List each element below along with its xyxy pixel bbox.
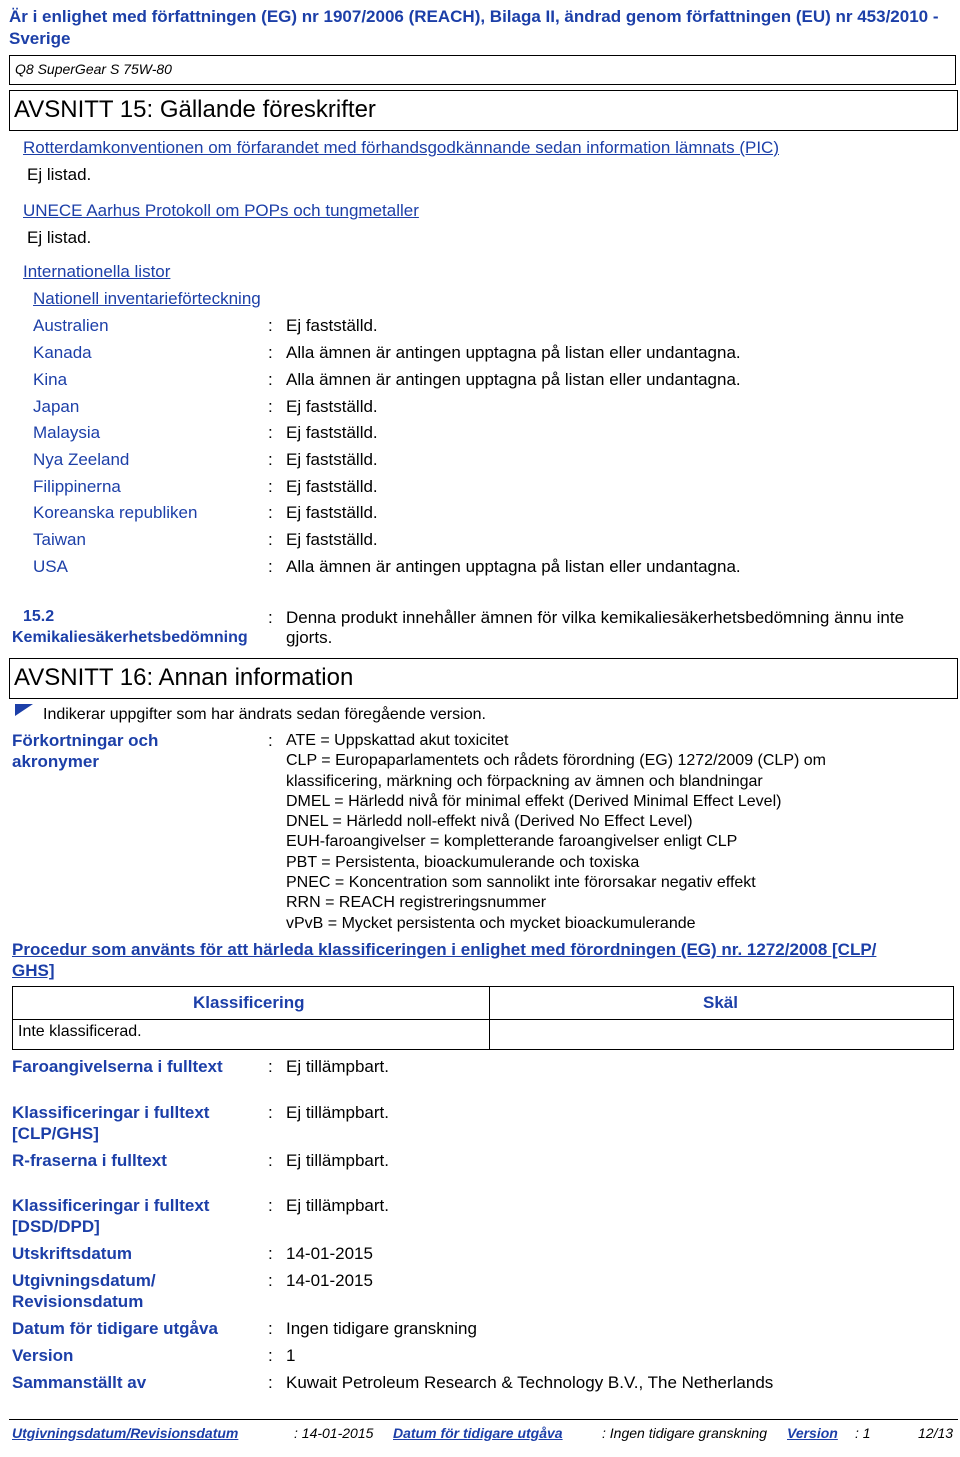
section-16-title: AVSNITT 16: Annan information bbox=[14, 664, 354, 691]
fulltext-label: R-fraserna i fulltext bbox=[12, 1151, 167, 1170]
inventory-country: Koreanska republiken bbox=[33, 503, 198, 522]
inventory-value: Ej fastställd. bbox=[286, 397, 378, 416]
compiled-by-label: Sammanställt av bbox=[12, 1373, 147, 1392]
abbreviation-item: DNEL = Härledd noll-effekt nivå (Derived No Effect Level) bbox=[286, 813, 693, 831]
separator-colon: : bbox=[268, 1346, 273, 1365]
fulltext-value: Ej tillämpbart. bbox=[286, 1103, 389, 1122]
fulltext-label: Klassificeringar i fulltext bbox=[12, 1196, 210, 1215]
abbreviation-item: CLP = Europaparlamentets och rådets förordning (EG) 1272/2009 (CLP) om bbox=[286, 752, 826, 770]
change-marker-icon bbox=[15, 704, 33, 716]
inventory-value: Ej fastställd. bbox=[286, 450, 378, 469]
version-label: Version bbox=[12, 1346, 74, 1365]
separator-colon: : bbox=[268, 1244, 273, 1263]
inventory-country: Japan bbox=[33, 397, 80, 416]
footer-previous-label: Datum för tidigare utgåva bbox=[393, 1425, 563, 1441]
document-title: Är i enlighet med författningen (EG) nr 1907/2006 (REACH), Bilaga II, ändrad genom författningen (EU) nr 453/2010 - Sverige bbox=[9, 7, 939, 48]
abbreviation-item: PBT = Persistenta, bioackumulerande och toxiska bbox=[286, 853, 640, 871]
abbreviation-item: vPvB = Mycket persistenta och mycket bioackumulerande bbox=[286, 914, 696, 932]
national-inventory-label: Nationell inventarieförteckning bbox=[33, 289, 261, 308]
separator-colon: : bbox=[268, 1319, 273, 1338]
rotterdam-label: Rotterdamkonventionen om förfarandet med förhandsgodkännande sedan information lämnats (PIC) bbox=[23, 138, 779, 157]
abbr-label-line2: akronymer bbox=[12, 752, 99, 771]
inventory-country: Kanada bbox=[33, 343, 92, 362]
section-15-header bbox=[9, 90, 958, 131]
section-16-header bbox=[9, 658, 958, 699]
inventory-value: Alla ämnen är antingen upptagna på listan eller undantagna. bbox=[286, 343, 741, 362]
abbreviation-item: klassificering, märkning och förpackning av ämnen och blandningar bbox=[286, 772, 763, 790]
csa-value-line1: Denna produkt innehåller ämnen för vilka kemikaliesäkerhetsbedömning ännu inte bbox=[286, 608, 905, 627]
inventory-value: Ej fastställd. bbox=[286, 423, 378, 442]
fulltext-label: Klassificeringar i fulltext bbox=[12, 1103, 210, 1122]
inventory-country: USA bbox=[33, 557, 68, 576]
csa-number: 15.2 bbox=[23, 608, 55, 625]
rotterdam-value: Ej listad. bbox=[27, 165, 92, 184]
compiled-by-value: Kuwait Petroleum Research & Technology B.V., The Netherlands bbox=[286, 1373, 774, 1392]
abbreviation-item: DMEL = Härledd nivå för minimal effekt (Derived Minimal Effect Level) bbox=[286, 792, 782, 810]
csa-label: Kemikaliesäkerhetsbedömning bbox=[12, 629, 248, 646]
inventory-country: Kina bbox=[33, 370, 68, 389]
footer-version-value: : 1 bbox=[855, 1425, 871, 1441]
table-column-divider bbox=[489, 987, 490, 1049]
unece-label: UNECE Aarhus Protokoll om POPs och tungmetaller bbox=[23, 201, 419, 220]
procedure-heading-line2: GHS] bbox=[12, 961, 55, 980]
inventory-country: Taiwan bbox=[33, 530, 86, 549]
separator-colon: : bbox=[268, 477, 273, 496]
separator-colon: : bbox=[268, 530, 273, 549]
change-note: Indikerar uppgifter som har ändrats sedan föregående version. bbox=[43, 706, 486, 723]
inventory-value: Ej fastställd. bbox=[286, 530, 378, 549]
footer-version-label: Version bbox=[787, 1425, 838, 1441]
inventory-country: Nya Zeeland bbox=[33, 450, 130, 469]
separator-colon: : bbox=[268, 316, 273, 335]
table-row-divider bbox=[13, 1019, 953, 1020]
abbreviation-item: PNEC = Koncentration som sannolikt inte förorsakar negativ effekt bbox=[286, 874, 756, 892]
inventory-country: Australien bbox=[33, 316, 109, 335]
footer-divider bbox=[9, 1419, 958, 1420]
fulltext-label-line2: [DSD/DPD] bbox=[12, 1217, 100, 1236]
separator-colon: : bbox=[268, 503, 273, 522]
abbreviation-item: RRN = REACH registreringsnummer bbox=[286, 894, 547, 912]
abbreviation-item: EUH-faroangivelser = kompletterande faroangivelser enligt CLP bbox=[286, 833, 738, 851]
inventory-value: Ej fastställd. bbox=[286, 477, 378, 496]
print-date-label: Utskriftsdatum bbox=[12, 1244, 132, 1263]
separator-colon: : bbox=[268, 557, 273, 576]
footer-issue-value: : 14-01-2015 bbox=[294, 1425, 374, 1441]
fulltext-value: Ej tillämpbart. bbox=[286, 1057, 389, 1076]
section-15-title: AVSNITT 15: Gällande föreskrifter bbox=[14, 96, 376, 123]
separator-colon: : bbox=[268, 450, 273, 469]
separator-colon: : bbox=[268, 1057, 273, 1076]
abbreviation-list bbox=[286, 731, 826, 934]
intl-lists-label: Internationella listor bbox=[23, 262, 171, 281]
footer-issue-label: Utgivningsdatum/Revisionsdatum bbox=[12, 1425, 239, 1441]
print-date-value: 14-01-2015 bbox=[286, 1244, 373, 1263]
separator-colon: : bbox=[268, 1103, 273, 1122]
table-header-classification: Klassificering bbox=[193, 993, 305, 1012]
inventory-country: Malaysia bbox=[33, 423, 101, 442]
separator-colon: : bbox=[268, 423, 273, 442]
version-value: 1 bbox=[286, 1346, 296, 1365]
fulltext-value: Ej tillämpbart. bbox=[286, 1196, 389, 1215]
inventory-country: Filippinerna bbox=[33, 477, 121, 496]
footer-previous-value: : Ingen tidigare granskning bbox=[602, 1425, 767, 1441]
abbreviation-item: ATE = Uppskattad akut toxicitet bbox=[286, 732, 509, 749]
classification-table bbox=[12, 986, 954, 1050]
csa-value-line2: gjorts. bbox=[286, 628, 333, 647]
issue-date-label: Utgivningsdatum/ bbox=[12, 1271, 156, 1290]
issue-date-label-line2: Revisionsdatum bbox=[12, 1292, 144, 1311]
footer-page-number: 12/13 bbox=[918, 1425, 954, 1441]
inventory-value: Ej fastställd. bbox=[286, 316, 378, 335]
separator-colon: : bbox=[268, 731, 273, 750]
issue-date-value: 14-01-2015 bbox=[286, 1271, 373, 1290]
separator-colon: : bbox=[268, 1271, 273, 1290]
table-cell-classification: Inte klassificerad. bbox=[18, 1023, 142, 1040]
procedure-heading-line1: Procedur som använts för att härleda klassificeringen i enlighet med förordningen (EG) nr. 1272/2008 [CLP/ bbox=[12, 940, 877, 959]
unece-value: Ej listad. bbox=[27, 228, 92, 247]
previous-edition-label: Datum för tidigare utgåva bbox=[12, 1319, 218, 1338]
separator-colon: : bbox=[268, 1151, 273, 1170]
table-header-reason: Skäl bbox=[703, 993, 738, 1012]
separator-colon: : bbox=[268, 1373, 273, 1392]
product-name: Q8 SuperGear S 75W-80 bbox=[15, 61, 172, 77]
separator-colon: : bbox=[268, 1196, 273, 1215]
separator-colon: : bbox=[268, 397, 273, 416]
abbr-label-line1: Förkortningar och bbox=[12, 731, 159, 750]
inventory-value: Alla ämnen är antingen upptagna på listan eller undantagna. bbox=[286, 557, 741, 576]
inventory-value: Ej fastställd. bbox=[286, 503, 378, 522]
separator-colon: : bbox=[268, 608, 273, 627]
fulltext-label-line2: [CLP/GHS] bbox=[12, 1124, 99, 1143]
previous-edition-value: Ingen tidigare granskning bbox=[286, 1319, 477, 1338]
separator-colon: : bbox=[268, 343, 273, 362]
inventory-value: Alla ämnen är antingen upptagna på listan eller undantagna. bbox=[286, 370, 741, 389]
separator-colon: : bbox=[268, 370, 273, 389]
fulltext-value: Ej tillämpbart. bbox=[286, 1151, 389, 1170]
product-name-box bbox=[9, 55, 956, 85]
fulltext-label: Faroangivelserna i fulltext bbox=[12, 1057, 223, 1076]
